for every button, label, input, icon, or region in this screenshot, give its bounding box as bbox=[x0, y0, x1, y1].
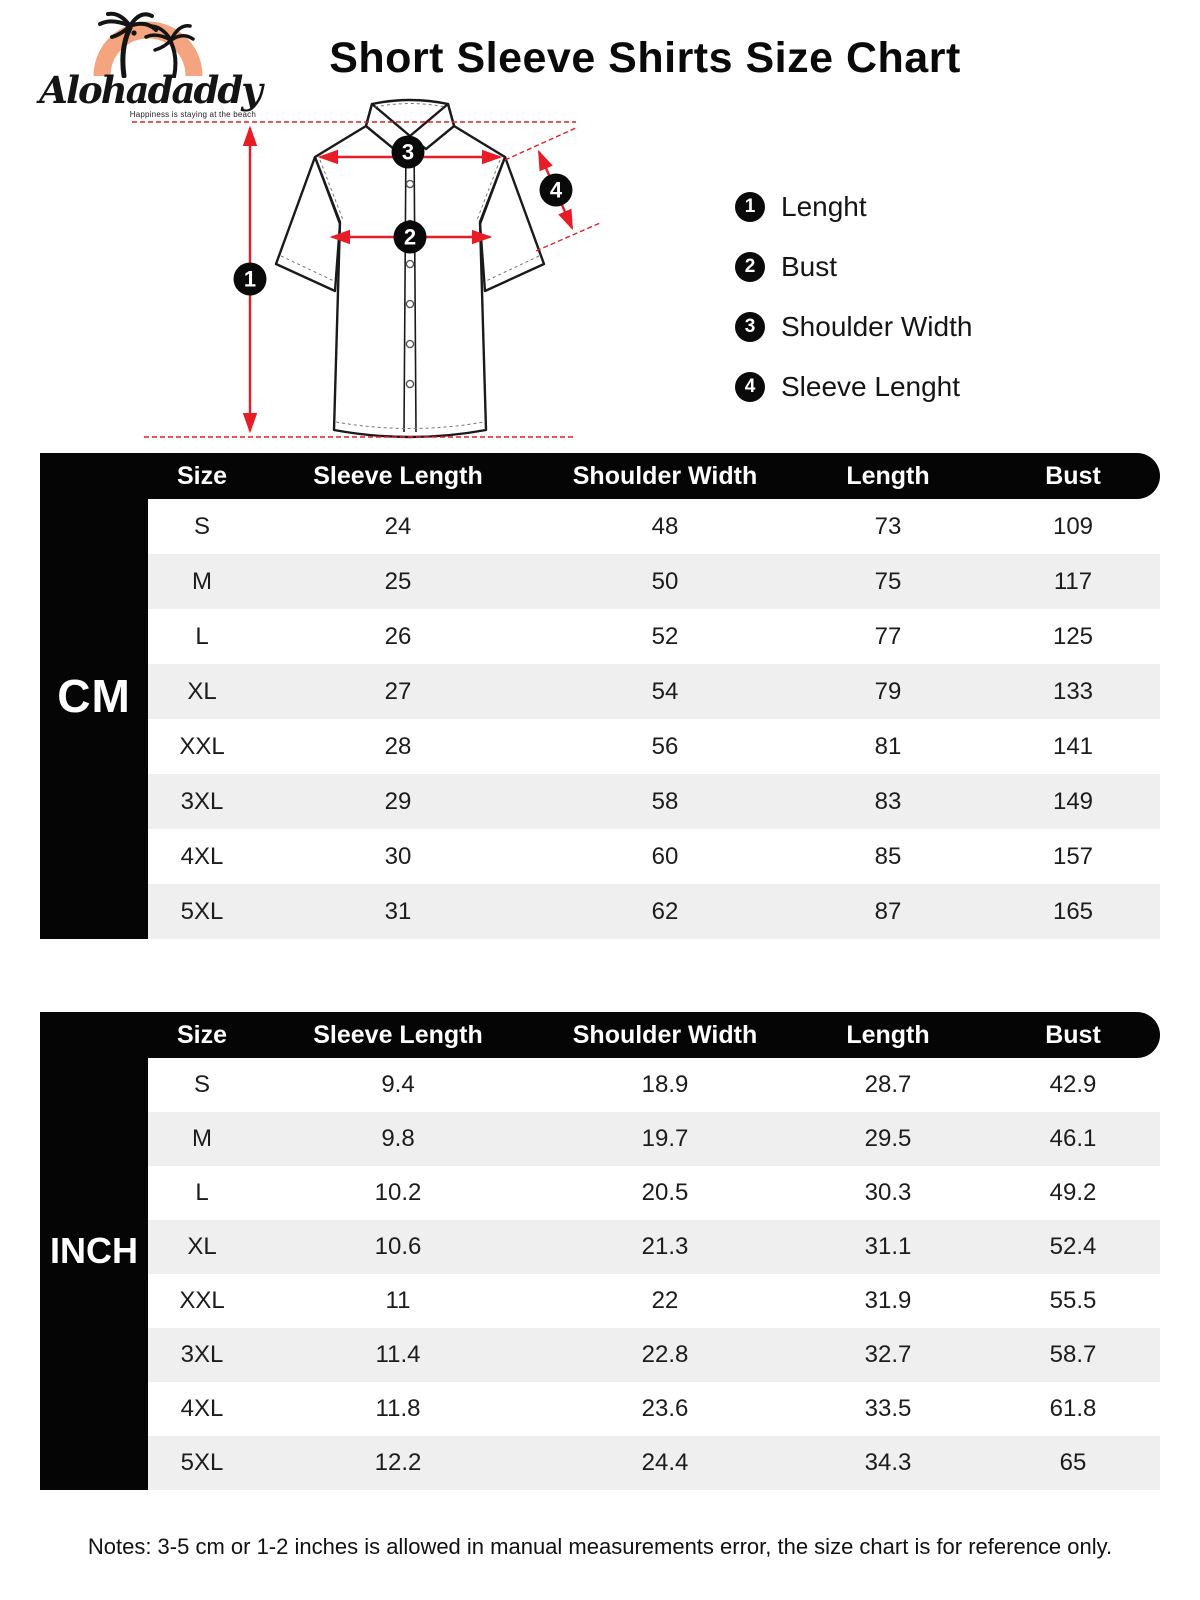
unit-band-inch bbox=[40, 1012, 148, 1490]
table-cell: S bbox=[193, 512, 210, 540]
legend-item-shoulder-width bbox=[735, 310, 972, 344]
table-row bbox=[148, 664, 1160, 719]
column-header-length: Length bbox=[846, 1020, 930, 1049]
table-cell: 22 bbox=[651, 1287, 679, 1314]
table-cell: 31.1 bbox=[864, 1233, 912, 1260]
column-header-shoulder-width: Shoulder Width bbox=[572, 461, 758, 490]
table-cell: XL bbox=[187, 1233, 217, 1260]
table-cell: 56 bbox=[651, 732, 679, 760]
table-cell: 5XL bbox=[180, 1449, 224, 1476]
table-cell: 73 bbox=[874, 512, 902, 540]
legend-label: Lenght bbox=[781, 191, 867, 222]
table-row bbox=[148, 1112, 1160, 1166]
brand-name: Alohadaddy bbox=[39, 68, 261, 112]
table-row bbox=[148, 1166, 1160, 1220]
table-cell: 4XL bbox=[180, 1395, 224, 1422]
table-cell: 60 bbox=[651, 842, 679, 870]
table-cell: 12.2 bbox=[374, 1449, 422, 1476]
table-cell: 55.5 bbox=[1049, 1287, 1097, 1314]
table-cell: 10.2 bbox=[374, 1179, 422, 1206]
legend-item-length bbox=[735, 190, 972, 224]
table-row bbox=[148, 1220, 1160, 1274]
table-cell: 49.2 bbox=[1049, 1179, 1097, 1206]
table-cell: 29 bbox=[384, 787, 412, 815]
table-cell: XXL bbox=[179, 1287, 225, 1314]
table-cell: 19.7 bbox=[641, 1125, 689, 1152]
notes-text: Notes: 3-5 cm or 1-2 inches is allowed in manual measurements error, the size chart is for reference only. bbox=[87, 1534, 1113, 1559]
table-cell: 24 bbox=[384, 512, 412, 540]
table-cell: 23.6 bbox=[641, 1395, 689, 1422]
table-cell: 3XL bbox=[180, 787, 224, 815]
table-cell: 87 bbox=[874, 897, 902, 925]
table-row bbox=[148, 719, 1160, 774]
table-cell: 27 bbox=[384, 677, 412, 705]
legend-bullet-2: 2 bbox=[735, 252, 765, 282]
table-cell: 83 bbox=[874, 787, 902, 815]
table-cell: 5XL bbox=[180, 897, 224, 925]
svg-text:1: 1 bbox=[243, 266, 257, 292]
table-cell: 28 bbox=[384, 732, 412, 760]
table-cell: 34.3 bbox=[864, 1449, 912, 1476]
table-cell: 133 bbox=[1052, 677, 1094, 705]
unit-band-cm bbox=[40, 453, 148, 939]
table-row bbox=[148, 1058, 1160, 1112]
table-cell: 3XL bbox=[180, 1341, 224, 1368]
table-cell: 11 bbox=[385, 1287, 411, 1314]
measurement-legend bbox=[735, 190, 972, 430]
table-cell: 30.3 bbox=[864, 1179, 912, 1206]
table-cell: 18.9 bbox=[641, 1071, 689, 1098]
table-cell: 157 bbox=[1052, 842, 1094, 870]
table-cell: 24.4 bbox=[641, 1449, 689, 1476]
table-cell: 9.4 bbox=[381, 1071, 415, 1098]
table-cell: 21.3 bbox=[641, 1233, 689, 1260]
svg-text:2: 2 bbox=[403, 224, 417, 250]
table-cell: 77 bbox=[874, 622, 902, 650]
table-row bbox=[148, 1382, 1160, 1436]
table-cell: 10.6 bbox=[374, 1233, 422, 1260]
column-header-length: Length bbox=[846, 461, 930, 490]
page-title: Short Sleeve Shirts Size Chart bbox=[329, 34, 961, 82]
table-row bbox=[148, 774, 1160, 829]
table-cell: 165 bbox=[1052, 897, 1094, 925]
table-cell: L bbox=[195, 622, 209, 650]
table-cell: 52 bbox=[651, 622, 679, 650]
legend-bullet-4: 4 bbox=[735, 372, 765, 402]
table-cell: 20.5 bbox=[641, 1179, 689, 1206]
table-cell: 75 bbox=[874, 567, 902, 595]
table-cell: 61.8 bbox=[1049, 1395, 1097, 1422]
svg-text:4: 4 bbox=[549, 177, 563, 203]
table-row bbox=[148, 499, 1160, 554]
table-cell: 48 bbox=[651, 512, 679, 540]
table-header-inch bbox=[40, 1012, 1160, 1058]
unit-label: INCH bbox=[50, 1230, 138, 1271]
table-cell: 9.8 bbox=[381, 1125, 415, 1152]
column-header-size: Size bbox=[176, 1020, 228, 1049]
table-row bbox=[148, 829, 1160, 884]
table-cell: 22.8 bbox=[641, 1341, 689, 1368]
table-row bbox=[148, 884, 1160, 939]
table-row bbox=[148, 554, 1160, 609]
column-header-size: Size bbox=[176, 461, 228, 490]
legend-label: Bust bbox=[781, 251, 838, 282]
column-header-bust: Bust bbox=[1045, 461, 1101, 490]
unit-label: CM bbox=[57, 670, 131, 722]
table-row bbox=[148, 609, 1160, 664]
table-cell: 25 bbox=[384, 567, 412, 595]
svg-text:3: 3 bbox=[401, 139, 415, 165]
table-cell: 46.1 bbox=[1049, 1125, 1097, 1152]
table-cell: 30 bbox=[384, 842, 412, 870]
size-table-inch bbox=[40, 1012, 1160, 1490]
legend-label: Sleeve Lenght bbox=[781, 371, 961, 402]
table-row bbox=[148, 1274, 1160, 1328]
table-cell: 58 bbox=[651, 787, 679, 815]
table-row bbox=[148, 1328, 1160, 1382]
table-cell: 26 bbox=[384, 622, 412, 650]
table-cell: 81 bbox=[874, 732, 902, 760]
table-cell: 28.7 bbox=[864, 1071, 912, 1098]
table-cell: 62 bbox=[651, 897, 679, 925]
table-cell: 50 bbox=[651, 567, 679, 595]
table-cell: 79 bbox=[874, 677, 902, 705]
table-cell: 42.9 bbox=[1049, 1071, 1097, 1098]
table-cell: 54 bbox=[651, 677, 679, 705]
table-cell: S bbox=[193, 1071, 210, 1098]
table-cell: 141 bbox=[1052, 732, 1094, 760]
column-header-bust: Bust bbox=[1045, 1020, 1101, 1049]
table-cell: 31.9 bbox=[864, 1287, 912, 1314]
table-cell: 117 bbox=[1053, 567, 1093, 595]
table-cell: 4XL bbox=[180, 842, 224, 870]
brand-tagline: Happiness is staying at the beach bbox=[129, 110, 256, 119]
legend-item-sleeve-length bbox=[735, 370, 972, 404]
table-cell: 11.4 bbox=[375, 1341, 421, 1368]
table-cell: 32.7 bbox=[864, 1341, 912, 1368]
shirt-measurement-diagram bbox=[128, 92, 628, 454]
table-cell: 11.8 bbox=[375, 1395, 421, 1422]
table-cell: 29.5 bbox=[864, 1125, 912, 1152]
legend-bullet-1: 1 bbox=[735, 192, 765, 222]
table-cell: XXL bbox=[179, 732, 225, 760]
column-header-shoulder-width: Shoulder Width bbox=[572, 1020, 758, 1049]
table-cell: 58.7 bbox=[1049, 1341, 1097, 1368]
table-cell: 33.5 bbox=[864, 1395, 912, 1422]
table-cell: 125 bbox=[1052, 622, 1094, 650]
size-table-cm bbox=[40, 453, 1160, 939]
table-cell: 31 bbox=[384, 897, 412, 925]
table-body-inch bbox=[148, 1058, 1160, 1490]
legend-bullet-3: 3 bbox=[735, 312, 765, 342]
table-header-cm bbox=[40, 453, 1160, 499]
table-cell: 85 bbox=[874, 842, 902, 870]
table-body-cm bbox=[148, 499, 1160, 939]
column-header-sleeve-length: Sleeve Length bbox=[313, 461, 483, 490]
table-cell: M bbox=[192, 567, 212, 595]
table-cell: XL bbox=[187, 677, 217, 705]
table-cell: 65 bbox=[1059, 1449, 1087, 1476]
legend-item-bust bbox=[735, 250, 972, 284]
table-cell: 149 bbox=[1052, 787, 1094, 815]
table-cell: 109 bbox=[1052, 512, 1094, 540]
table-cell: M bbox=[192, 1125, 212, 1152]
column-header-sleeve-length: Sleeve Length bbox=[313, 1020, 483, 1049]
table-row bbox=[148, 1436, 1160, 1490]
table-cell: L bbox=[195, 1179, 209, 1206]
table-cell: 52.4 bbox=[1049, 1233, 1097, 1260]
legend-label: Shoulder Width bbox=[781, 311, 973, 342]
